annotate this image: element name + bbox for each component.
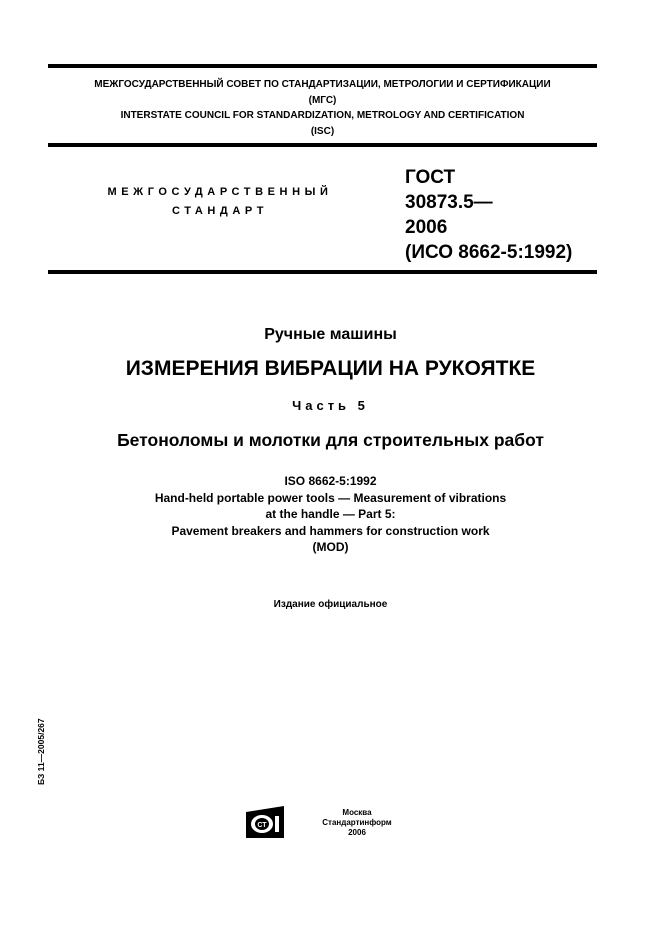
iso-reference	[0, 473, 661, 556]
iso-title-line1: Hand-held portable power tools — Measurement of vibrations	[154, 490, 507, 505]
title-part: Часть 5	[292, 398, 369, 413]
council-en: INTERSTATE COUNCIL FOR STANDARDIZATION, METROLOGY AND CERTIFICATION	[120, 110, 525, 121]
title-subtitle: Бетоноломы и молотки для строительных работ	[117, 430, 544, 450]
council-ru-abbr: (МГС)	[308, 94, 337, 106]
title-general: Ручные машины	[264, 326, 397, 343]
standartinform-logo-icon	[246, 806, 286, 838]
header-rule	[48, 143, 597, 147]
iso-title-line3: Pavement breakers and hammers for construction work	[171, 523, 490, 538]
catalog-ref: БЗ 11—2005/267	[36, 718, 46, 785]
iso-title-line2: at the handle — Part 5:	[265, 507, 396, 521]
council-en-abbr: (ISC)	[310, 125, 335, 137]
publisher-year: 2006	[348, 828, 366, 837]
standard-type-line1: МЕЖГОСУДАРСТВЕННЫЙ	[107, 186, 333, 198]
designation	[405, 165, 572, 265]
top-rule	[48, 64, 597, 68]
standard-type	[70, 183, 370, 221]
council-header	[48, 77, 597, 139]
gost-year: 2006	[405, 217, 448, 238]
council-ru: МЕЖГОСУДАРСТВЕННЫЙ СОВЕТ ПО СТАНДАРТИЗАЦИИ, МЕТРОЛОГИИ И СЕРТИФИКАЦИИ	[94, 79, 551, 90]
standard-type-line2: СТАНДАРТ	[171, 205, 269, 217]
gost-number: 30873.5—	[405, 192, 493, 213]
svg-text:СТ: СТ	[257, 822, 267, 829]
gost-label: ГОСТ	[405, 167, 456, 188]
publisher-city: Москва	[342, 808, 372, 817]
edition-note: Издание официальное	[273, 599, 388, 610]
iso-code: ISO 8662-5:1992	[284, 474, 377, 488]
title-main: ИЗМЕРЕНИЯ ВИБРАЦИИ НА РУКОЯТКЕ	[125, 357, 536, 380]
publisher	[312, 808, 402, 838]
publisher-name: Стандартинформ	[322, 818, 392, 827]
iso-mod: (MOD)	[312, 540, 349, 554]
designation-rule	[48, 270, 597, 274]
iso-equivalent: (ИСО 8662-5:1992)	[405, 242, 573, 263]
